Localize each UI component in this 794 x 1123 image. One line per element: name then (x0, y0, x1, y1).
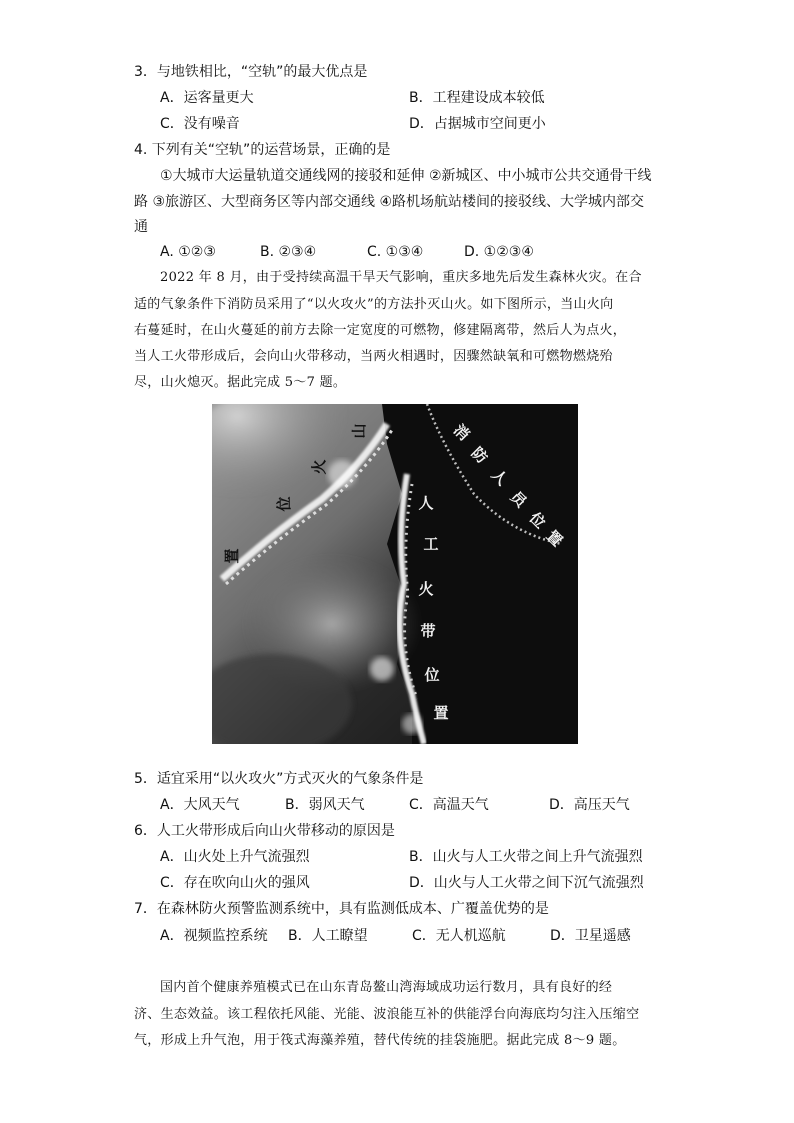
q3-option-b: B．工程建设成本较低 (409, 90, 545, 106)
q4-statement-line2: 路 ③旅游区、大型商务区等内部交通线 ④路机场航站楼间的接驳线、大学城内部交 (134, 194, 644, 210)
label-mountain-fire-4: 置 (223, 548, 241, 564)
passage1-line3: 右蔓延时，在山火蔓延的前方去除一定宽度的可燃物，修建隔离带，然后人为点火， (134, 323, 627, 338)
passage2-line2: 济、生态效益。该工程依托风能、光能、波浪能互补的供能浮台向海底均匀注入压缩空 (134, 1007, 640, 1022)
passage1-line2: 适的气象条件下消防员采用了“以火攻火”的方法扑灭山火。如下图所示，当山火向 (134, 297, 614, 312)
label-firefighter-1: 消 (449, 420, 474, 445)
label-firefighter-3: 人 (487, 465, 512, 490)
q5-option-d: D．高压天气 (549, 797, 630, 813)
q7-option-d: D．卫星遥感 (550, 928, 631, 944)
q6-option-a: A．山火处上升气流强烈 (160, 849, 310, 865)
label-artificial-fire-1: 人 (418, 494, 434, 512)
q7-option-c: C．无人机巡航 (412, 928, 506, 944)
label-firefighter-6: 置 (542, 526, 567, 551)
q3-stem: 3．与地铁相比，“空轨”的最大优点是 (134, 64, 368, 80)
forest-fire-photo (212, 404, 578, 744)
passage2-line3: 气，形成上升气泡，用于筏式海藻养殖，替代传统的挂袋施肥。据此完成 8～9 题。 (134, 1033, 626, 1048)
label-artificial-fire-2: 工 (423, 535, 439, 553)
q4-option-c: C. ①③④ (367, 244, 424, 260)
passage2-line1: 国内首个健康养殖模式已在山东青岛鳌山湾海域成功运行数月，具有良好的经 (160, 980, 613, 995)
label-firefighter-2: 防 (467, 443, 492, 468)
label-firefighter-5: 位 (525, 508, 550, 533)
label-artificial-fire-6: 置 (433, 704, 449, 722)
q6-option-d: D．山火与人工火带之间下沉气流强烈 (409, 875, 644, 891)
q6-option-c: C．存在吹向山火的强风 (160, 875, 310, 891)
q7-option-a: A．视频监控系统 (160, 928, 268, 944)
q6-stem: 6．人工火带形成后向山火带移动的原因是 (134, 823, 395, 839)
q4-option-b: B. ②③④ (260, 244, 317, 260)
q7-stem: 7．在森林防火预警监测系统中，具有监测低成本、广覆盖优势的是 (134, 901, 549, 917)
label-mountain-fire-1: 山 (350, 423, 368, 439)
q5-stem: 5．适宜采用“以火攻火”方式灭火的气象条件是 (134, 771, 424, 787)
q4-stem: 4. 下列有关“空轨”的运营场景，正确的是 (134, 142, 391, 158)
q4-statement-line1: ①大城市大运量轨道交通线网的接驳和延伸 ②新城区、中小城市公共交通骨干线 (160, 168, 652, 184)
passage1-line4: 当人工火带形成后，会向山火带移动，当两火相遇时，因骤然缺氧和可燃物燃烧殆 (134, 349, 613, 364)
label-artificial-fire-5: 位 (424, 666, 440, 684)
q6-option-b: B．山火与人工火带之间上升气流强烈 (409, 849, 643, 865)
q4-option-d: D. ①②③④ (464, 244, 534, 260)
label-mountain-fire-2: 火 (310, 459, 328, 475)
passage1-line1: 2022 年 8 月，由于受持续高温干旱天气影响，重庆多地先后发生森林火灾。在合 (160, 270, 642, 285)
q4-statement-line3: 通 (134, 219, 148, 235)
q3-option-a: A．运客量更大 (160, 90, 254, 106)
label-firefighter-4: 员 (506, 487, 531, 512)
label-artificial-fire-3: 火 (418, 580, 434, 598)
q3-option-c: C．没有噪音 (160, 116, 240, 132)
q4-option-a: A. ①②③ (160, 244, 216, 260)
passage1-line5: 尽，山火熄灭。据此完成 5～7 题。 (134, 375, 347, 390)
q5-option-a: A．大风天气 (160, 797, 240, 813)
q5-option-b: B．弱风天气 (285, 797, 365, 813)
q3-option-d: D．占据城市空间更小 (409, 116, 546, 132)
q5-option-c: C．高温天气 (409, 797, 489, 813)
label-artificial-fire-4: 带 (420, 622, 436, 640)
label-mountain-fire-3: 位 (275, 496, 293, 512)
q7-option-b: B．人工瞭望 (288, 928, 368, 944)
